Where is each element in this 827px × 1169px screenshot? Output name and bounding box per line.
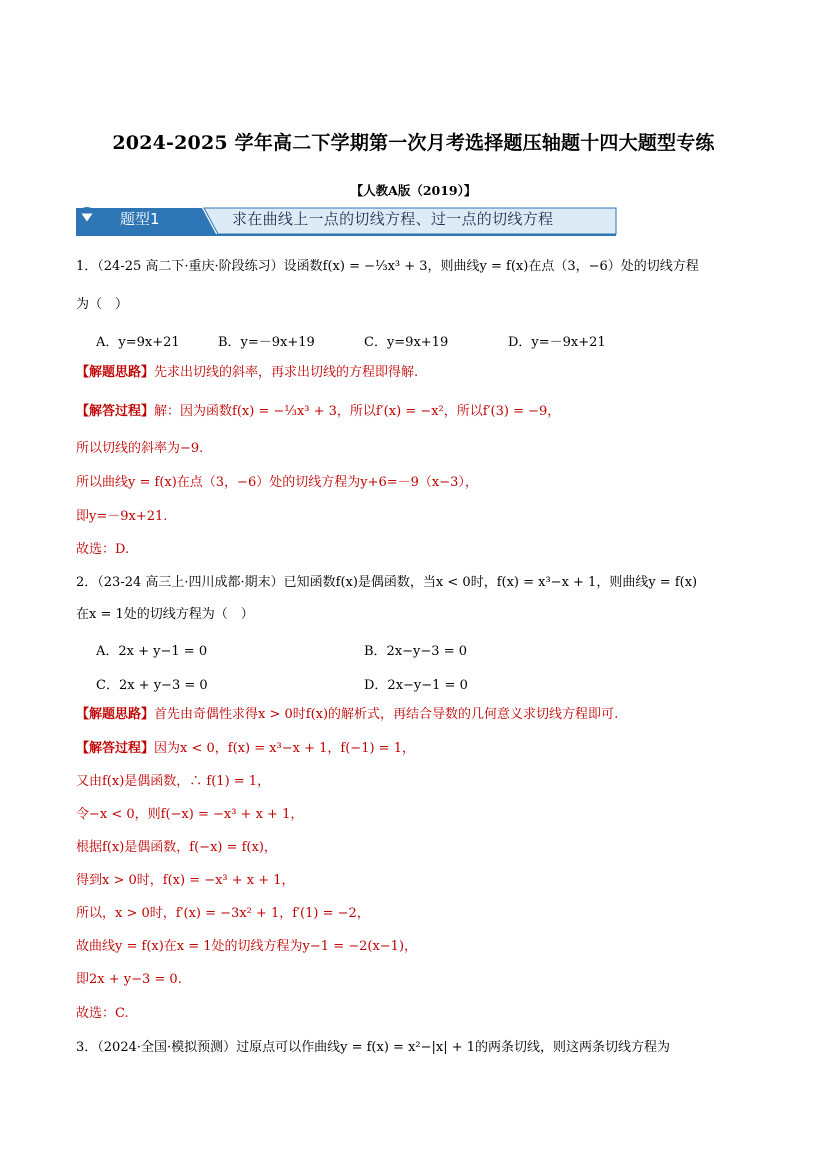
q1-stem-line2: 为（ ） bbox=[76, 297, 129, 312]
chevron-down-circle-icon[interactable] bbox=[76, 206, 98, 228]
q1-option-b: B．y=－9x+19 bbox=[218, 335, 315, 350]
q3-stem-line1: 3．（2024·全国·模拟预测）过原点可以作曲线y = f(x) = x²−|x| + 1的两条切线，则这两条切线方程为 bbox=[76, 1040, 671, 1055]
q1-process-line2: 所以切线的斜率为−9. bbox=[76, 441, 204, 456]
section-heading: 求在曲线上一点的切线方程、过一点的切线方程 bbox=[232, 210, 554, 228]
q2-process-line2: 又由f(x)是偶函数，∴ f(1) = 1， bbox=[76, 774, 271, 789]
q2-process-line8: 即2x + y−3 = 0. bbox=[76, 972, 182, 987]
q2-process-line6: 所以，x > 0时，f′(x) = −3x² + 1，f′(1) = −2， bbox=[76, 906, 370, 921]
q2-stem-line1: 2．（23-24 高三上·四川成都·期末）已知函数f(x)是偶函数，当x < 0时，f(x) = x³−x + 1，则曲线y = f(x) bbox=[76, 575, 698, 590]
section-banner bbox=[76, 206, 642, 236]
q1-process-text1: 解：因为函数f(x) = −⅓x³ + 3，所以f′(x) = −x²，所以f′(3) = −9， bbox=[154, 404, 561, 419]
q2-stem-line2: 在x = 1处的切线方程为（ ） bbox=[76, 607, 254, 622]
page-title: 2024-2025 学年高二下学期第一次月考选择题压轴题十四大题型专练 bbox=[112, 132, 715, 154]
q1-idea-text: 先求出切线的斜率，再求出切线的方程即得解. bbox=[154, 365, 419, 380]
q1-option-c: C．y=9x+19 bbox=[364, 335, 449, 350]
q1-stem-line1: 1．（24-25 高二下·重庆·阶段练习）设函数f(x) = −⅓x³ + 3，则曲线y = f(x)在点（3，−6）处的切线方程 bbox=[76, 259, 699, 274]
q2-idea-label: 【解题思路】 bbox=[76, 707, 155, 722]
q1-option-a: A．y=9x+21 bbox=[96, 335, 180, 350]
q1-answer: 故选：D. bbox=[76, 542, 130, 557]
q2-process-line3: 令−x < 0，则f(−x) = −x³ + x + 1， bbox=[76, 807, 304, 822]
q2-process-line7: 故曲线y = f(x)在x = 1处的切线方程为y−1 = −2(x−1)， bbox=[76, 939, 418, 954]
q2-process-text1: 因为x < 0，f(x) = x³−x + 1，f(−1) = 1， bbox=[154, 741, 415, 756]
q2-process-line4: 根据f(x)是偶函数，f(−x) = f(x)， bbox=[76, 840, 277, 855]
q2-option-a: A．2x + y−1 = 0 bbox=[96, 644, 208, 659]
q1-idea-label: 【解题思路】 bbox=[76, 365, 155, 380]
q2-process-label: 【解答过程】 bbox=[76, 741, 155, 756]
q1-process-label: 【解答过程】 bbox=[76, 404, 155, 419]
page-subtitle: 【人教A版（2019）】 bbox=[350, 183, 477, 198]
q2-process-line5: 得到x > 0时，f(x) = −x³ + x + 1， bbox=[76, 873, 295, 888]
section-tag: 题型1 bbox=[120, 210, 160, 228]
q2-idea bbox=[76, 706, 618, 724]
q1-process-line4: 即y=－9x+21. bbox=[76, 509, 168, 524]
q1-idea bbox=[76, 364, 418, 382]
q2-option-b: B．2x−y−3 = 0 bbox=[364, 644, 467, 659]
q1-process-line3: 所以曲线y = f(x)在点（3，−6）处的切线方程为y+6=－9（x−3）， bbox=[76, 475, 478, 490]
q2-idea-text: 首先由奇偶性求得x > 0时f(x)的解析式，再结合导数的几何意义求切线方程即可. bbox=[154, 707, 619, 722]
q1-option-d: D．y=－9x+21 bbox=[508, 335, 606, 350]
q2-process-line1 bbox=[76, 740, 415, 758]
q1-process-line1 bbox=[76, 403, 560, 421]
q2-option-c: C．2x + y−3 = 0 bbox=[96, 678, 208, 693]
q2-option-d: D．2x−y−1 = 0 bbox=[364, 678, 468, 693]
q2-answer: 故选：C. bbox=[76, 1006, 129, 1021]
